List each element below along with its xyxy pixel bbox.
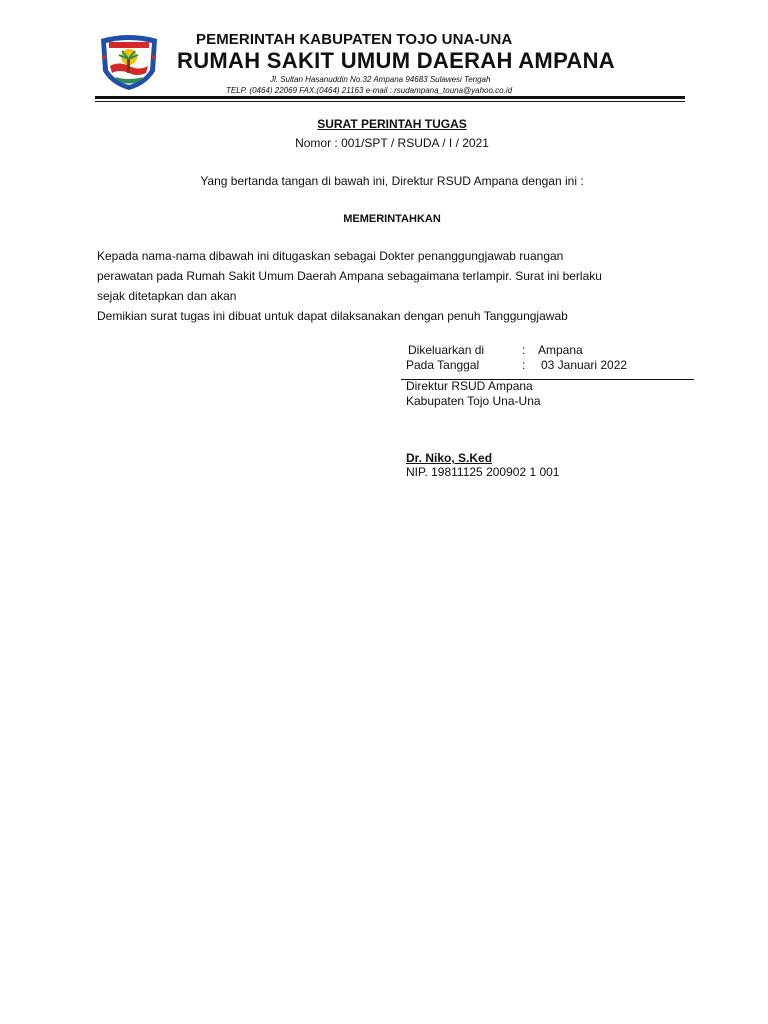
hospital-name: RUMAH SAKIT UMUM DAERAH AMPANA xyxy=(177,48,615,73)
signer-name: Dr. Niko, S.Ked xyxy=(406,451,493,465)
body-line: sejak ditetapkan dan akan xyxy=(97,289,237,303)
letterhead-rule-thick xyxy=(95,96,685,99)
issued-place-separator: : xyxy=(522,343,526,357)
letter-title: SURAT PERINTAH TUGAS xyxy=(317,117,467,131)
signer-nip: NIP. 19811125 200902 1 001 xyxy=(406,465,560,479)
body-line: perawatan pada Rumah Sakit Umum Daerah Ampana sebagaimana terlampir. Surat ini berlaku xyxy=(97,269,602,283)
letter-number: Nomor : 001/SPT / RSUDA / I / 2021 xyxy=(295,136,489,150)
government-name: PEMERINTAH KABUPATEN TOJO UNA-UNA xyxy=(196,31,513,48)
letter-body xyxy=(97,246,687,326)
issued-date-separator: : xyxy=(522,358,526,372)
issued-date-label: Pada Tanggal xyxy=(406,358,480,372)
body-line: Demikian surat tugas ini dibuat untuk dapat dilaksanakan dengan penuh Tanggungjawab xyxy=(97,309,568,323)
signer-region: Kabupaten Tojo Una-Una xyxy=(406,394,541,408)
issued-place-label: Dikeluarkan di xyxy=(408,343,485,357)
regency-emblem-icon xyxy=(97,33,161,91)
signer-position: Direktur RSUD Ampana xyxy=(406,379,533,393)
hospital-contact: TELP. (0464) 22069 FAX.(0464) 21163 e-mail : rsudampana_touna@yahoo.co.id xyxy=(226,86,513,95)
letterhead-rule-thin xyxy=(95,101,685,102)
letter-intro: Yang bertanda tangan di bawah ini, Direktur RSUD Ampana dengan ini : xyxy=(200,174,584,188)
letter-command: MEMERINTAHKAN xyxy=(343,213,441,225)
body-line: Kepada nama-nama dibawah ini ditugaskan sebagai Dokter penanggungjawab ruangan xyxy=(97,249,564,263)
issued-date-value: 03 Januari 2022 xyxy=(541,358,628,372)
hospital-address: Jl. Sultan Hasanuddin No.32 Ampana 94683 Sulawesi Tengah xyxy=(270,75,491,84)
issued-place-value: Ampana xyxy=(538,343,583,357)
